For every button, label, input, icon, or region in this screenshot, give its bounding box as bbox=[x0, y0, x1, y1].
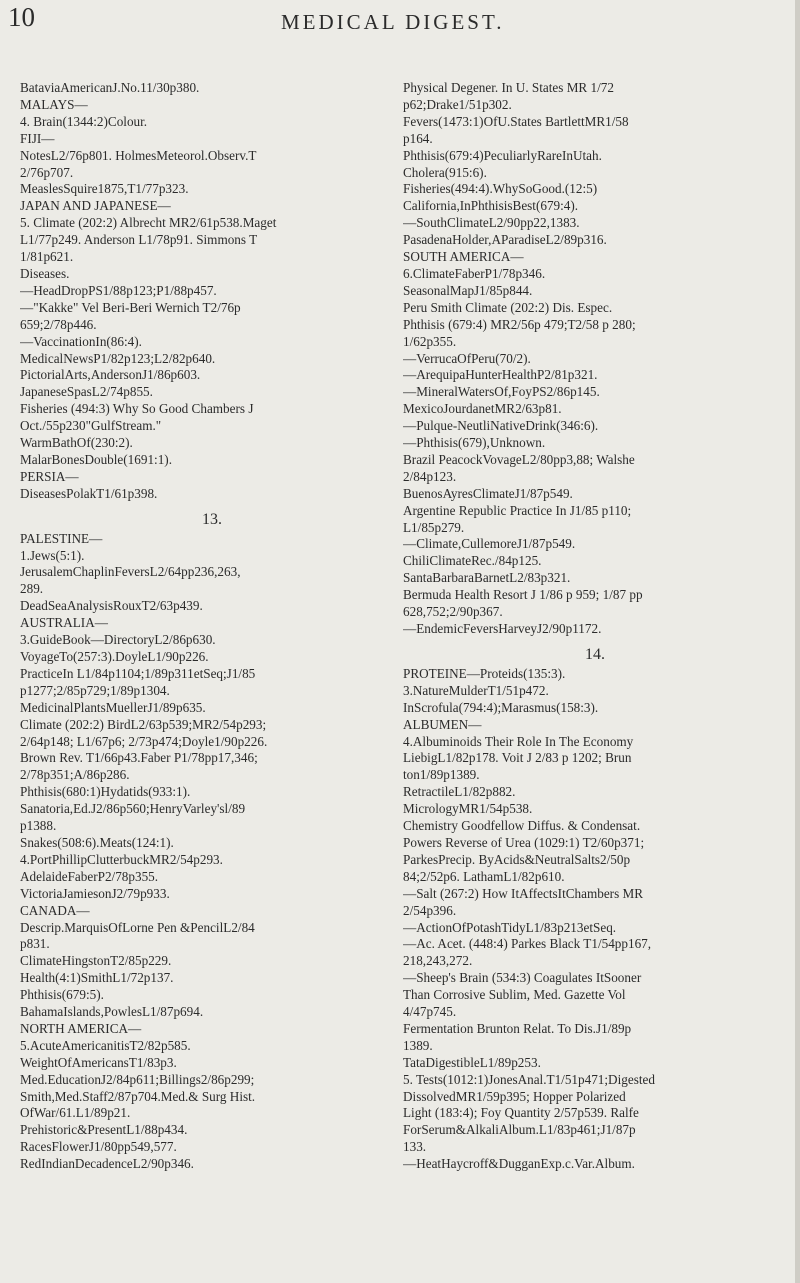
index-entry: TataDigestibleL1/89p253. bbox=[403, 1054, 541, 1070]
index-entry: JerusalemChaplinFeversL2/64pp236,263, bbox=[20, 564, 241, 580]
index-entry: Health(4:1)SmithL1/72p137. bbox=[20, 970, 174, 986]
index-entry: 5.AcuteAmericanitisT2/82p585. bbox=[20, 1037, 191, 1053]
index-entry: 4.Albuminoids Their Role In The Economy bbox=[403, 733, 634, 749]
index-entry: PERSIA— bbox=[20, 468, 79, 484]
index-entry: DiseasesPolakT1/61p398. bbox=[20, 485, 158, 501]
index-entry: —MineralWatersOf,FoyPS2/86p145. bbox=[403, 384, 600, 400]
index-entry: SantaBarbaraBarnetL2/83p321. bbox=[403, 570, 571, 586]
index-entry: MeaslesSquire1875,T1/77p323. bbox=[20, 181, 189, 197]
index-entry: Oct./55p230"GulfStream." bbox=[20, 418, 162, 434]
index-entry: Phthisis(679:5). bbox=[20, 987, 104, 1003]
index-entry: WarmBathOf(230:2). bbox=[20, 435, 133, 451]
index-entry: MalarBonesDouble(1691:1). bbox=[20, 451, 172, 467]
index-entry: 659;2/78p446. bbox=[20, 316, 97, 332]
index-entry: PracticeIn L1/84p1104;1/89p311etSeq;J1/85 bbox=[20, 665, 256, 681]
index-entry: 2/76p707. bbox=[20, 164, 74, 180]
index-entry: MALAYS— bbox=[20, 96, 88, 112]
index-entry: —Ac. Acet. (448:4) Parkes Black T1/54pp167, bbox=[403, 936, 652, 952]
index-entry: —Sheep's Brain (534:3) Coagulates ItSooner bbox=[403, 970, 642, 986]
index-entry: Descrip.MarquisOfLorne Pen &PencilL2/84 bbox=[20, 919, 255, 935]
index-entry: 2/64p148; L1/67p6; 2/73p474;Doyle1/90p226. bbox=[20, 733, 268, 749]
index-entry: 4. Brain(1344:2)Colour. bbox=[20, 113, 148, 129]
section-number: 14. bbox=[585, 645, 605, 663]
index-entry: —ActionOfPotashTidyL1/83p213etSeq. bbox=[403, 919, 617, 935]
index-entry: RedIndianDecadenceL2/90p346. bbox=[20, 1156, 194, 1172]
index-entry: Light (183:4); Foy Quantity 2/57p539. Ralfe bbox=[403, 1105, 639, 1121]
index-entry: Bermuda Health Resort J 1/86 p 959; 1/87 pp bbox=[403, 587, 643, 603]
index-entry: Smith,Med.Staff2/87p704.Med.& Surg Hist. bbox=[20, 1088, 256, 1104]
index-entry: LiebigL1/82p178. Voit J 2/83 p 1202; Brun bbox=[403, 750, 632, 766]
index-entry: 1.Jews(5:1). bbox=[20, 547, 85, 563]
index-entry: 2/78p351;A/86p286. bbox=[20, 767, 130, 783]
index-entry: L1/85p279. bbox=[403, 519, 465, 535]
index-entry: NotesL2/76p801. HolmesMeteorol.Observ.T bbox=[20, 147, 257, 163]
index-entry: PROTEINE—Proteids(135:3). bbox=[403, 665, 566, 681]
index-entry: MedicalNewsP1/82p123;L2/82p640. bbox=[20, 350, 216, 366]
index-entry: California,InPhthisisBest(679:4). bbox=[403, 198, 579, 214]
index-entry: CANADA— bbox=[20, 902, 90, 918]
right-column bbox=[403, 80, 787, 1173]
index-entry: BahamaIslands,PowlesL1/87p694. bbox=[20, 1004, 204, 1020]
index-entry: ChiliClimateRec./84p125. bbox=[403, 553, 542, 569]
index-entry: —HeadDropPS1/88p123;P1/88p457. bbox=[20, 282, 217, 298]
index-entry: Climate (202:2) BirdL2/63p539;MR2/54p293; bbox=[20, 716, 267, 732]
index-entry: 289. bbox=[20, 581, 44, 597]
index-entry: Fisheries (494:3) Why So Good Chambers J bbox=[20, 401, 254, 417]
index-entry: MicrologyMR1/54p538. bbox=[403, 801, 533, 817]
index-entry: Physical Degener. In U. States MR 1/72 bbox=[403, 80, 614, 95]
index-entry: PictorialArts,AndersonJ1/86p603. bbox=[20, 367, 201, 383]
index-entry: —EndemicFeversHarveyJ2/90p1172. bbox=[403, 621, 602, 636]
index-entry: p1388. bbox=[20, 818, 57, 834]
index-entry: RacesFlowerJ1/80pp549,577. bbox=[20, 1139, 177, 1155]
index-entry: Fisheries(494:4).WhySoGood.(12:5) bbox=[403, 181, 598, 197]
index-entry: JapaneseSpasL2/74p855. bbox=[20, 384, 153, 400]
running-title: MEDICAL DIGEST. bbox=[281, 10, 505, 34]
index-entry: ClimateHingstonT2/85p229. bbox=[20, 953, 172, 969]
index-entry: 1/62p355. bbox=[403, 333, 457, 349]
index-entry: ALBUMEN— bbox=[403, 716, 482, 732]
index-entry: 133. bbox=[403, 1139, 427, 1155]
index-entry: —Salt (267:2) How ItAffectsItChambers MR bbox=[403, 885, 644, 901]
index-entry: 3.GuideBook—DirectoryL2/86p630. bbox=[20, 632, 216, 648]
index-entry: —Phthisis(679),Unknown. bbox=[403, 435, 546, 451]
index-entry: —"Kakke" Vel Beri-Beri Wernich T2/76p bbox=[20, 299, 241, 315]
index-entry: Snakes(508:6).Meats(124:1). bbox=[20, 834, 174, 850]
index-entry: 6.ClimateFaberP1/78p346. bbox=[403, 265, 546, 281]
index-entry: —VaccinationIn(86:4). bbox=[20, 333, 142, 349]
index-entry: MexicoJourdanetMR2/63p81. bbox=[403, 401, 562, 417]
index-entry: p164. bbox=[403, 130, 433, 146]
index-entry: p831. bbox=[20, 936, 50, 952]
index-entry: —SouthClimateL2/90pp22,1383. bbox=[403, 215, 580, 231]
index-entry: Brazil PeacockVovageL2/80pp3,88; Walshe bbox=[403, 451, 635, 467]
index-entry: DeadSeaAnalysisRouxT2/63p439. bbox=[20, 598, 203, 614]
index-entry: BuenosAyresClimateJ1/87p549. bbox=[403, 485, 573, 501]
index-entry: PALESTINE— bbox=[20, 530, 103, 546]
index-entry: 2/84p123. bbox=[403, 468, 457, 484]
index-entry: —Pulque-NeutliNativeDrink(346:6). bbox=[403, 418, 599, 434]
index-entry: DissolvedMR1/59p395; Hopper Polarized bbox=[403, 1088, 626, 1104]
index-entry: MedicinalPlantsMuellerJ1/89p635. bbox=[20, 699, 206, 715]
index-entry: p1277;2/85p729;1/89p1304. bbox=[20, 682, 170, 698]
page-edge bbox=[795, 0, 800, 1283]
index-entry: p62;Drake1/51p302. bbox=[403, 96, 512, 112]
page-number: 10 bbox=[8, 2, 35, 32]
index-entry: SOUTH AMERICA— bbox=[403, 249, 524, 265]
section-number: 13. bbox=[202, 510, 222, 528]
index-entry: Argentine Republic Practice In J1/85 p110; bbox=[403, 502, 632, 518]
index-entry: Phthisis(680:1)Hydatids(933:1). bbox=[20, 784, 191, 800]
index-entry: ton1/89p1389. bbox=[403, 767, 480, 783]
index-entry: Prehistoric&PresentL1/88p434. bbox=[20, 1122, 188, 1138]
index-entry: Med.EducationJ2/84p611;Billings2/86p299; bbox=[20, 1071, 255, 1087]
index-entry: AdelaideFaberP2/78p355. bbox=[20, 868, 159, 884]
index-entry: RetractileL1/82p882. bbox=[403, 784, 516, 800]
index-entry: FIJI— bbox=[20, 130, 55, 146]
index-entry: 2/54p396. bbox=[403, 902, 457, 918]
index-entry: 5. Tests(1012:1)JonesAnal.T1/51p471;Digested bbox=[403, 1071, 655, 1087]
index-entry: 5. Climate (202:2) Albrecht MR2/61p538.Maget bbox=[20, 215, 277, 231]
index-entry: 4.PortPhillipClutterbuckMR2/54p293. bbox=[20, 851, 223, 867]
index-entry: PasadenaHolder,AParadiseL2/89p316. bbox=[403, 232, 607, 248]
index-entry: Peru Smith Climate (202:2) Dis. Espec. bbox=[403, 299, 613, 315]
index-entry: L1/77p249. Anderson L1/78p91. Simmons T bbox=[20, 232, 258, 248]
index-entry: Phthisis (679:4) MR2/56p 479;T2/58 p 280; bbox=[403, 316, 636, 332]
index-entry: OfWar/61.L1/89p21. bbox=[20, 1105, 131, 1121]
index-entry: 84;2/52p6. LathamL1/82p610. bbox=[403, 868, 565, 884]
index-entry: 3.NatureMulderT1/51p472. bbox=[403, 682, 549, 698]
index-entry: NORTH AMERICA— bbox=[20, 1020, 142, 1036]
index-entry: Phthisis(679:4)PeculiarlyRareInUtah. bbox=[403, 147, 602, 163]
index-entry: Diseases. bbox=[20, 265, 70, 281]
index-entry: —ArequipaHunterHealthP2/81p321. bbox=[403, 367, 598, 383]
index-entry: 1/81p621. bbox=[20, 249, 74, 265]
index-entry: 218,243,272. bbox=[403, 953, 473, 969]
index-entry: VoyageTo(257:3).DoyleL1/90p226. bbox=[20, 649, 209, 664]
index-entry: Sanatoria,Ed.J2/86p560;HenryVarley'sl/89 bbox=[20, 801, 246, 817]
index-entry: JAPAN AND JAPANESE— bbox=[20, 198, 171, 214]
index-entry: SeasonalMapJ1/85p844. bbox=[403, 282, 533, 298]
index-entry: Cholera(915:6). bbox=[403, 164, 487, 180]
index-entry: BataviaAmericanJ.No.11/30p380. bbox=[20, 80, 200, 95]
index-entry: Fevers(1473:1)OfU.States BartlettMR1/58 bbox=[403, 113, 629, 129]
index-entry: WeightOfAmericansT1/83p3. bbox=[20, 1054, 177, 1070]
index-entry: Fermentation Brunton Relat. To Dis.J1/89p bbox=[403, 1020, 632, 1036]
index-entry: —VerrucaOfPeru(70/2). bbox=[403, 350, 531, 366]
index-entry: —HeatHaycroff&DugganExp.c.Var.Album. bbox=[403, 1156, 635, 1172]
index-entry: Than Corrosive Sublim, Med. Gazette Vol bbox=[403, 987, 626, 1003]
index-entry: ForSerum&AlkaliAlbum.L1/83p461;J1/87p bbox=[403, 1122, 636, 1138]
index-entry: InScrofula(794:4);Marasmus(158:3). bbox=[403, 699, 599, 715]
index-entry: —Climate,CullemoreJ1/87p549. bbox=[403, 536, 576, 552]
left-column bbox=[20, 80, 404, 1173]
index-entry: Chemistry Goodfellow Diffus. & Condensat. bbox=[403, 818, 641, 834]
index-entry: 628,752;2/90p367. bbox=[403, 604, 503, 620]
index-entry: Brown Rev. T1/66p43.Faber P1/78pp17,346; bbox=[20, 750, 258, 766]
index-entry: 1389. bbox=[403, 1037, 433, 1053]
index-entry: ParkesPrecip. ByAcids&NeutralSalts2/50p bbox=[403, 851, 631, 867]
index-entry: Powers Reverse of Urea (1029:1) T2/60p371; bbox=[403, 834, 645, 850]
index-entry: AUSTRALIA— bbox=[20, 615, 108, 631]
index-entry: 4/47p745. bbox=[403, 1004, 457, 1020]
index-entry: VictoriaJamiesonJ2/79p933. bbox=[20, 885, 170, 901]
